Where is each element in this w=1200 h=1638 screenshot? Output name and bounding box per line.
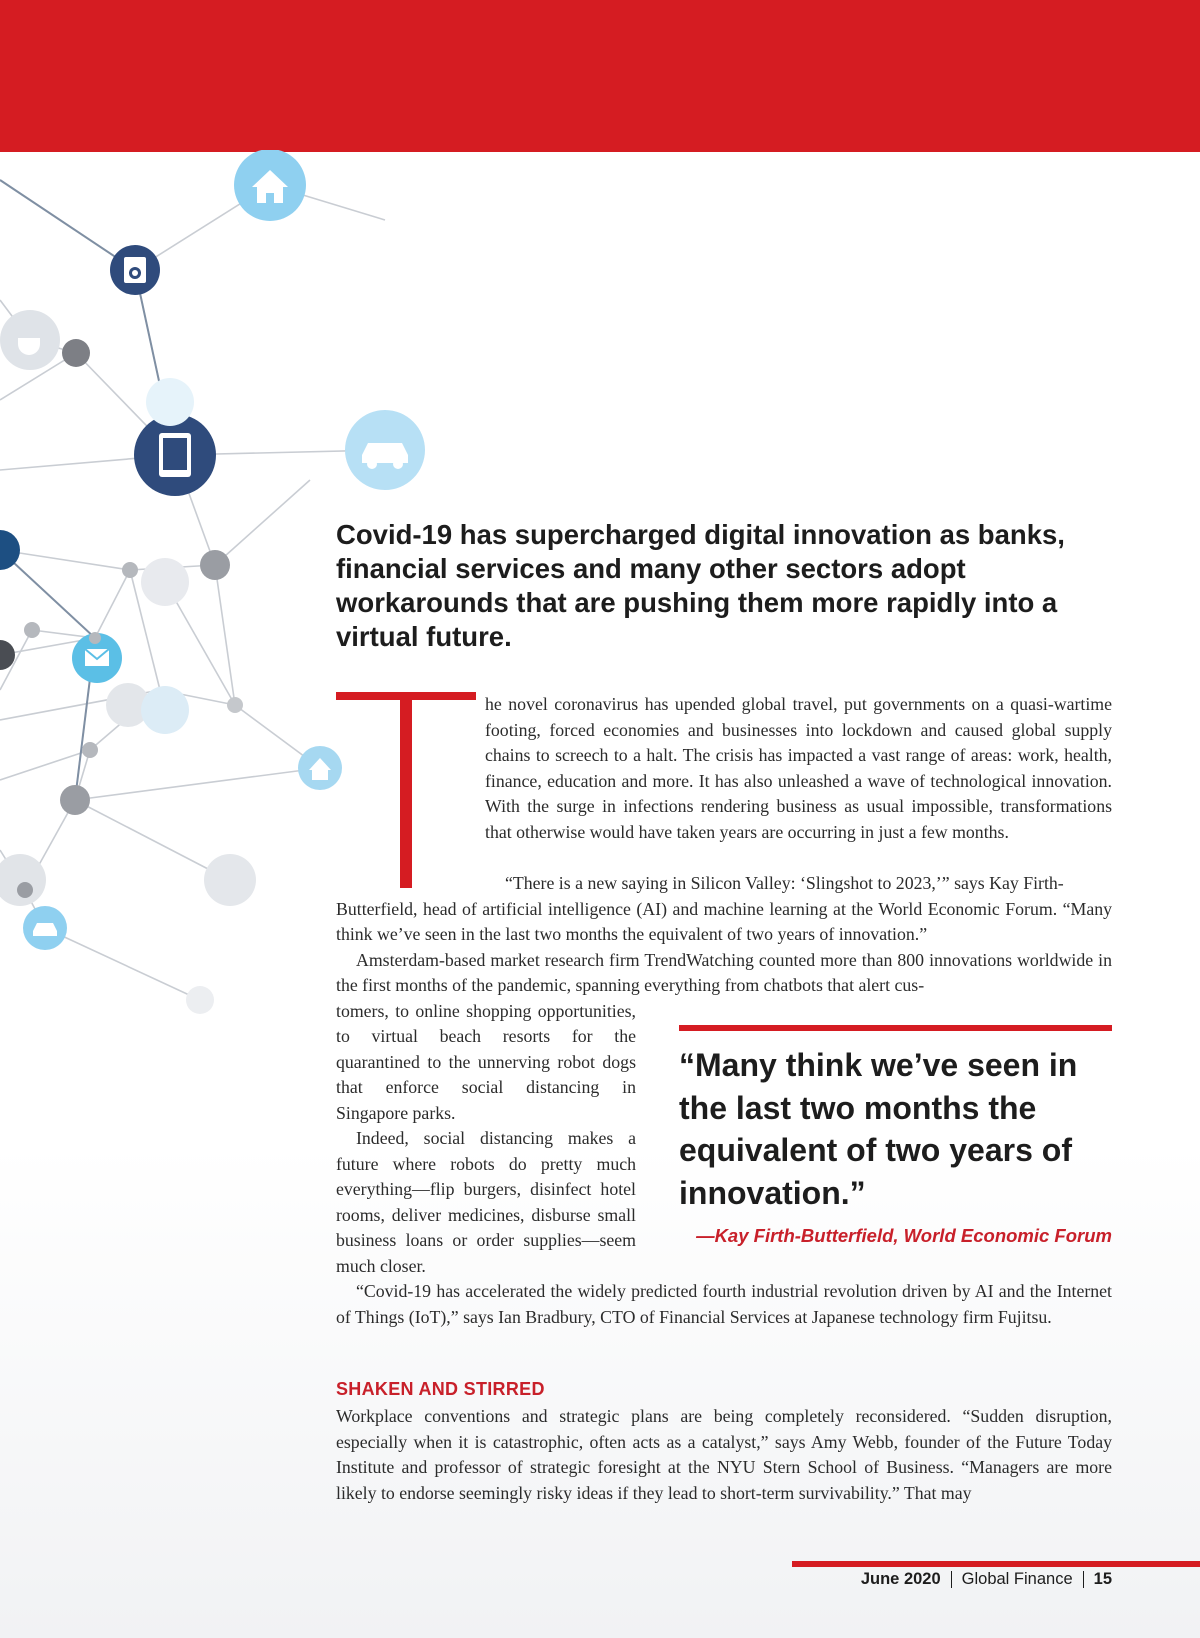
edge-node bbox=[0, 530, 20, 570]
article-paragraph-2-start: “There is a new saying in Silicon Valley: ‘Slingshot to 2023,’” says Kay Firth- bbox=[505, 873, 1064, 893]
footer-publication: Global Finance bbox=[961, 1570, 1073, 1588]
gray-node-2 bbox=[200, 550, 230, 580]
gray-node-3 bbox=[60, 785, 90, 815]
pull-quote-attribution: —Kay Firth-Butterfield, World Economic Forum bbox=[696, 1225, 1112, 1246]
footer-divider bbox=[951, 1571, 952, 1588]
footer-rule bbox=[792, 1561, 1200, 1567]
mail-icon bbox=[85, 649, 109, 666]
footer-date: June 2020 bbox=[860, 1570, 941, 1588]
article-deck: Covid-19 has supercharged digital innovation as banks, financial services and many other sectors adopt workarounds that are pushing them more rapidly into a virtual future. bbox=[336, 519, 1065, 652]
small-node-5 bbox=[82, 742, 98, 758]
article-paragraph-6: Workplace conventions and strategic plans are being completely reconsidered. “Sudden disruption, especially when it is catastrophic, often acts as a catalyst,” says Amy Webb, founder of the Future Today Institute and professor of strategic foresight at the NYU Stern School of Business. “Managers are more likely to endorse seemingly risky ideas if they lead to short-term survivability.” That may bbox=[336, 1406, 1112, 1503]
car-icon-2 bbox=[33, 923, 57, 936]
top-red-banner bbox=[0, 0, 1200, 152]
faded-node-4 bbox=[0, 854, 46, 906]
small-node-2 bbox=[24, 622, 40, 638]
pull-quote-rule bbox=[679, 1025, 1112, 1031]
article-paragraph-2: Butterfield, head of artificial intelligence (AI) and machine learning at the World Economic Forum. “Many think we’ve seen in the last two months the equivalent of two years of innovation.” bbox=[336, 898, 1112, 944]
pull-quote: “Many think we’ve seen in the last two months the equivalent of two years of innovation.” bbox=[679, 1047, 1078, 1211]
article-paragraph-3: Amsterdam-based market research firm TrendWatching counted more than 800 innovations worldwide in the first months of the pandemic, spanning everything from chatbots that alert cus- bbox=[336, 949, 1112, 995]
gray-node bbox=[62, 339, 90, 367]
faded-car-node bbox=[204, 854, 256, 906]
drop-cap-letter bbox=[336, 692, 476, 888]
washing-machine-icon bbox=[124, 257, 146, 283]
small-node-3 bbox=[227, 697, 243, 713]
faded-node bbox=[141, 558, 189, 606]
section-subhead: SHAKEN AND STIRRED bbox=[336, 1379, 545, 1399]
faded-node-5 bbox=[186, 986, 214, 1014]
footer-divider-2 bbox=[1083, 1571, 1084, 1588]
tablet-icon bbox=[159, 433, 191, 477]
light-node bbox=[146, 378, 194, 426]
small-node-6 bbox=[17, 882, 33, 898]
faded-node-3 bbox=[141, 686, 189, 734]
article-paragraph-5: “Covid-19 has accelerated the widely predicted fourth industrial revolution driven by AI and the Internet of Things (IoT),” says Ian Bradbury, CTO of Financial Services at Japanese technology firm Fujitsu. bbox=[336, 1281, 1112, 1327]
article-paragraph-3-continued: tomers, to online shopping opportunities, to virtual beach resorts for the quarantined to the unnerving robot dogs that enforce social distancing in Singapore parks. bbox=[336, 1000, 636, 1123]
page-number: 15 bbox=[1093, 1570, 1112, 1588]
article-paragraph-4: Indeed, social distancing makes a future where robots do pretty much everything—flip burgers, disinfect hotel rooms, deliver medicines, disburse small business loans or order supplies—seem much closer. bbox=[336, 1128, 636, 1276]
page-footer bbox=[861, 1570, 1112, 1589]
small-node-4 bbox=[89, 632, 101, 644]
network-lines bbox=[0, 180, 385, 1000]
article-paragraph-1: he novel coronavirus has upended global travel, put governments on a quasi-wartime footing, forced economies and businesses into lockdown and caused global supply chains to screech to a halt. The crisis has impacted a vast range of areas: work, health, finance, education and more. It has also unleashed a wave of technological innovation. With the surge in infections rendering business as usual impossible, transformations that otherwise would have taken years are occurring in just a few months. bbox=[485, 694, 1112, 842]
small-node bbox=[122, 562, 138, 578]
